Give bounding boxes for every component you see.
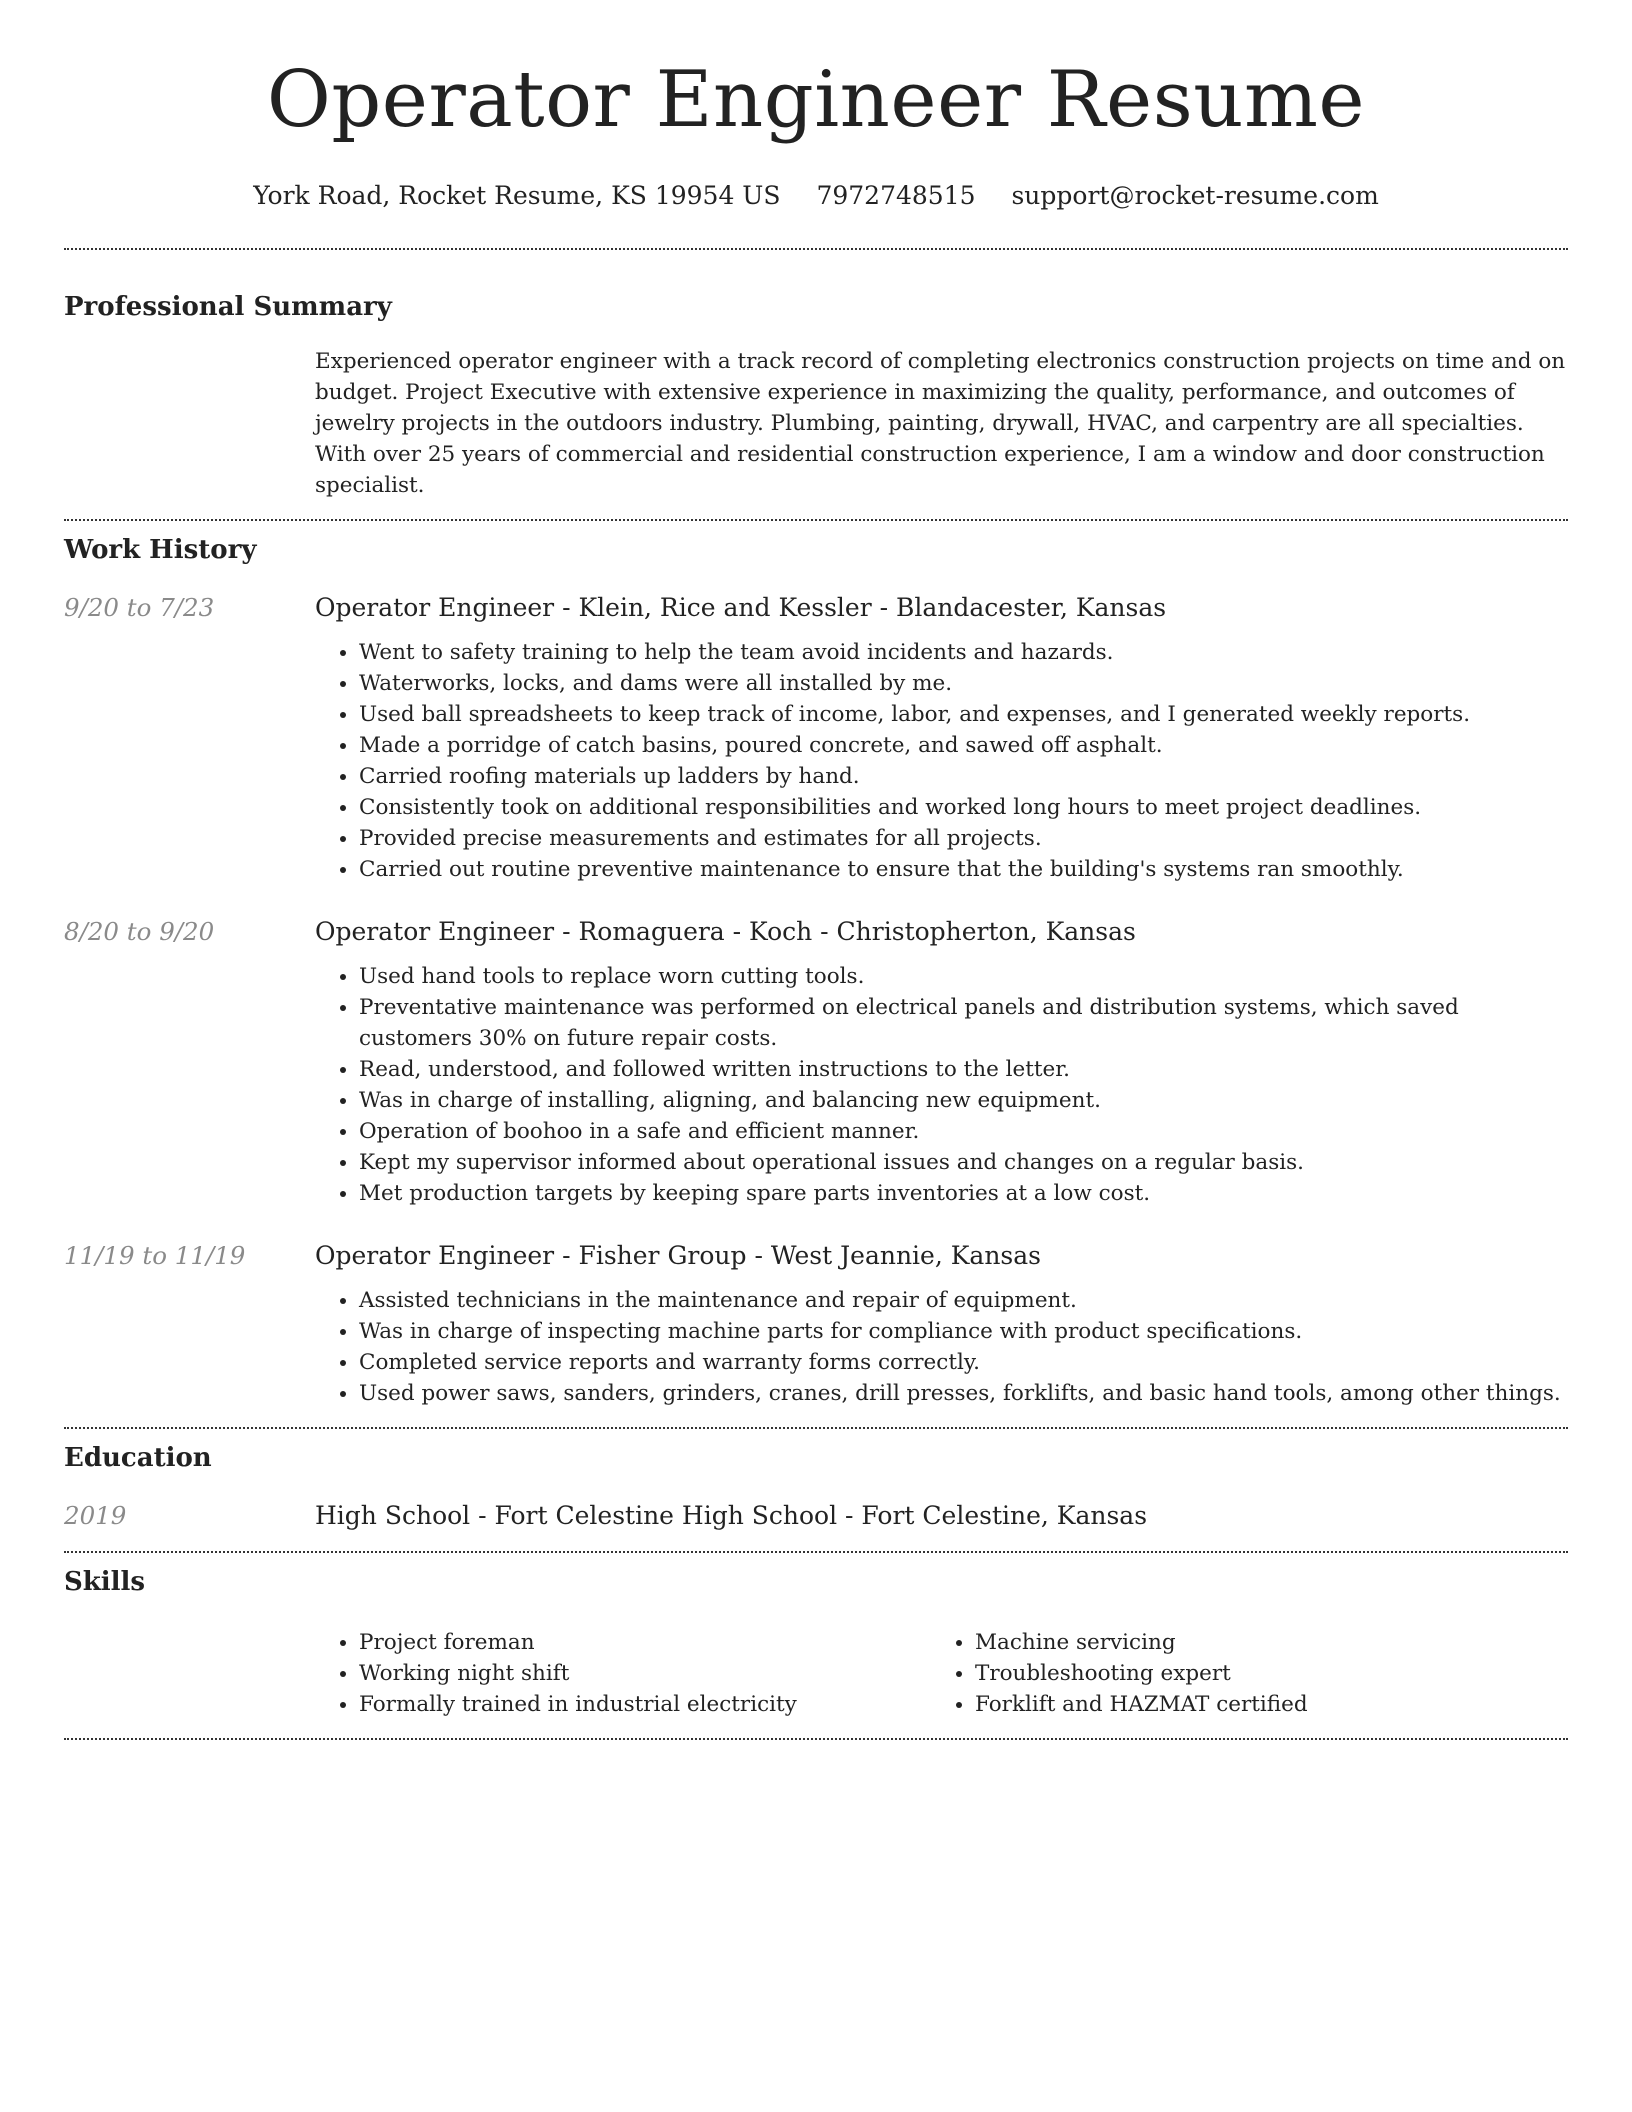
job-bullets xyxy=(315,1285,1568,1409)
list-item: • Went to safety training to help the team avoid incidents and hazards. xyxy=(359,637,1568,668)
list-item: • Consistently took on additional responsibilities and worked long hours to meet project deadlines. xyxy=(359,792,1568,823)
list-item: • Waterworks, locks, and dams were all installed by me. xyxy=(359,668,1568,699)
skills-list xyxy=(315,1627,1568,1720)
job-heading: Operator Engineer - Romaguera - Koch - Christopherton, Kansas xyxy=(315,917,1136,946)
address: York Road, Rocket Resume, KS 19954 US xyxy=(253,181,781,210)
job-heading: Operator Engineer - Klein, Rice and Kessler - Blandacester, Kansas xyxy=(315,593,1167,622)
list-item: • Operation of boohoo in a safe and efficient manner. xyxy=(359,1116,1568,1147)
list-item: • Made a porridge of catch basins, poured concrete, and sawed off asphalt. xyxy=(359,730,1568,761)
resume-title: Operator Engineer Resume xyxy=(266,55,1366,145)
job-entry xyxy=(64,915,1568,1209)
divider xyxy=(64,1738,1568,1740)
list-item: • Used hand tools to replace worn cutting tools. xyxy=(359,961,1568,992)
divider xyxy=(64,1551,1568,1553)
skills-column-left xyxy=(315,1627,931,1720)
list-item: • Met production targets by keeping spare parts inventories at a low cost. xyxy=(359,1178,1568,1209)
job-date: 9/20 to 7/23 xyxy=(64,593,215,622)
job-entry xyxy=(64,591,1568,885)
skill-item: • Working night shift xyxy=(359,1658,931,1689)
email: support@rocket-resume.com xyxy=(1011,181,1379,210)
list-item: • Assisted technicians in the maintenance and repair of equipment. xyxy=(359,1285,1568,1316)
skill-item: • Forklift and HAZMAT certified xyxy=(975,1689,1547,1720)
job-date: 8/20 to 9/20 xyxy=(64,917,215,946)
skills-column-right xyxy=(931,1627,1547,1720)
section-title-skills: Skills xyxy=(64,1567,146,1597)
section-title-work: Work History xyxy=(64,535,257,565)
job-bullets xyxy=(315,637,1568,885)
list-item: • Carried roofing materials up ladders by hand. xyxy=(359,761,1568,792)
list-item: • Completed service reports and warranty forms correctly. xyxy=(359,1347,1568,1378)
job-date: 11/19 to 11/19 xyxy=(64,1241,246,1270)
divider xyxy=(64,519,1568,521)
list-item: • Used power saws, sanders, grinders, cranes, drill presses, forklifts, and basic hand tools, among other things. xyxy=(359,1378,1568,1409)
list-item: • Provided precise measurements and estimates for all projects. xyxy=(359,823,1568,854)
list-item: • Preventative maintenance was performed on electrical panels and distribution systems, which saved customers 30% on future repair costs. xyxy=(359,992,1568,1054)
list-item: • Kept my supervisor informed about operational issues and changes on a regular basis. xyxy=(359,1147,1568,1178)
section-title-summary: Professional Summary xyxy=(64,292,392,322)
list-item: • Used ball spreadsheets to keep track of income, labor, and expenses, and I generated weekly reports. xyxy=(359,699,1568,730)
phone: 7972748515 xyxy=(816,181,976,210)
education-date: 2019 xyxy=(64,1501,127,1530)
job-heading: Operator Engineer - Fisher Group - West Jeannie, Kansas xyxy=(315,1241,1041,1270)
education-heading: High School - Fort Celestine High School - Fort Celestine, Kansas xyxy=(315,1501,1148,1530)
list-item: • Carried out routine preventive maintenance to ensure that the building's systems ran smoothly. xyxy=(359,854,1568,885)
divider xyxy=(64,1427,1568,1429)
work-history xyxy=(64,591,1568,1415)
skill-item: • Troubleshooting expert xyxy=(975,1658,1547,1689)
education-entry xyxy=(64,1499,1568,1533)
skill-item: • Machine servicing xyxy=(975,1627,1547,1658)
skill-item: • Formally trained in industrial electricity xyxy=(359,1689,931,1720)
list-item: • Was in charge of inspecting machine parts for compliance with product specifications. xyxy=(359,1316,1568,1347)
section-title-education: Education xyxy=(64,1443,212,1473)
list-item: • Read, understood, and followed written instructions to the letter. xyxy=(359,1054,1568,1085)
job-entry xyxy=(64,1239,1568,1409)
list-item: • Was in charge of installing, aligning, and balancing new equipment. xyxy=(359,1085,1568,1116)
skill-item: • Project foreman xyxy=(359,1627,931,1658)
contact-line xyxy=(64,180,1568,212)
divider xyxy=(64,248,1568,250)
job-bullets xyxy=(315,961,1568,1209)
summary-text: Experienced operator engineer with a track record of completing electronics construction projects on time and on budget. Project Executive with extensive experience in maximizing the quality, performance, and outcomes of jewelry projects in the outdoors industry. Plumbing, painting, drywall, HVAC, and carpentry are all specialties. With over 25 years of commercial and residential construction experience, I am a window and door construction specialist. xyxy=(315,349,1566,498)
